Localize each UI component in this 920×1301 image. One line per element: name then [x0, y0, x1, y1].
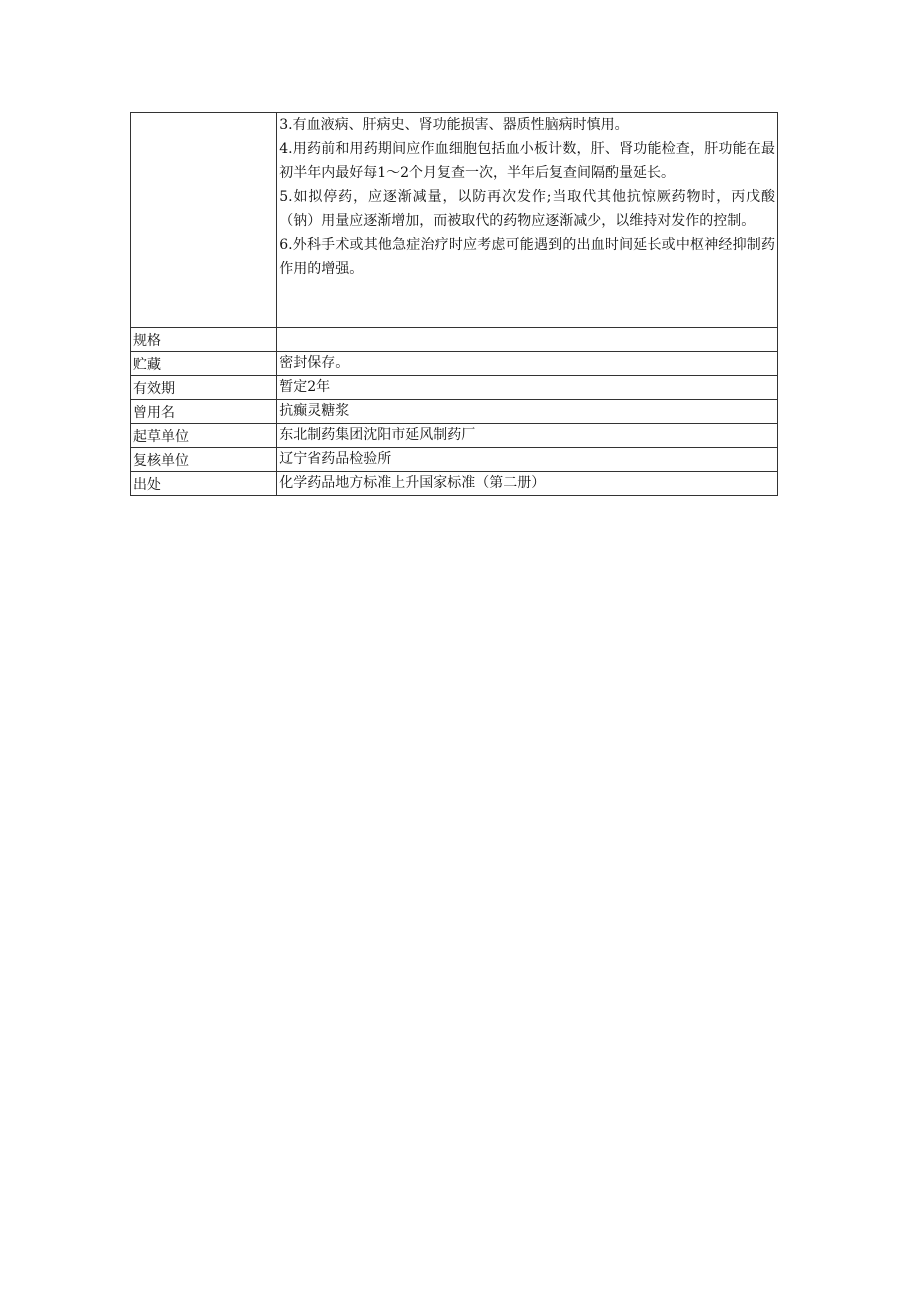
table-row-drafting-unit	[131, 424, 778, 448]
precaution-item: 4.用药前和用药期间应作血细胞包括血小板计数，肝、肾功能检查，肝功能在最初半年内最好每1～2个月复查一次，半年后复查间隔酌量延长。	[279, 141, 775, 181]
table-row-source	[131, 472, 778, 496]
specification-value	[277, 328, 778, 352]
precautions-notes	[277, 113, 778, 328]
precaution-item: 3.有血液病、肝病史、肾功能损害、器质性脑病时慎用。	[279, 117, 629, 133]
drug-standard-table	[130, 112, 778, 496]
review-unit-label: 复核单位	[131, 448, 277, 472]
source-value: 化学药品地方标准上升国家标准（第二册）	[277, 472, 778, 496]
table-row-validity	[131, 376, 778, 400]
table-row-former-name	[131, 400, 778, 424]
precaution-item: 6.外科手术或其他急症治疗时应考虑可能遇到的出血时间延长或中枢神经抑制药作用的增强。	[279, 237, 775, 277]
precautions-label-cell	[131, 113, 277, 328]
former-name-value: 抗癫灵糖浆	[277, 400, 778, 424]
former-name-label: 曾用名	[131, 400, 277, 424]
table-row-specification	[131, 328, 778, 352]
table-row-review-unit	[131, 448, 778, 472]
validity-value: 暂定2年	[277, 376, 778, 400]
drafting-unit-label: 起草单位	[131, 424, 277, 448]
table-row-storage	[131, 352, 778, 376]
precautions-row	[131, 113, 778, 328]
drafting-unit-value: 东北制药集团沈阳市延风制药厂	[277, 424, 778, 448]
validity-label: 有效期	[131, 376, 277, 400]
source-label: 出处	[131, 472, 277, 496]
storage-label: 贮藏	[131, 352, 277, 376]
review-unit-value: 辽宁省药品检验所	[277, 448, 778, 472]
precaution-item: 5.如拟停药，应逐渐减量，以防再次发作;当取代其他抗惊厥药物时，丙戊酸（钠）用量应逐渐增加，而被取代的药物应逐渐减少，以维持对发作的控制。	[279, 189, 775, 229]
specification-label: 规格	[131, 328, 277, 352]
storage-value: 密封保存。	[277, 352, 778, 376]
